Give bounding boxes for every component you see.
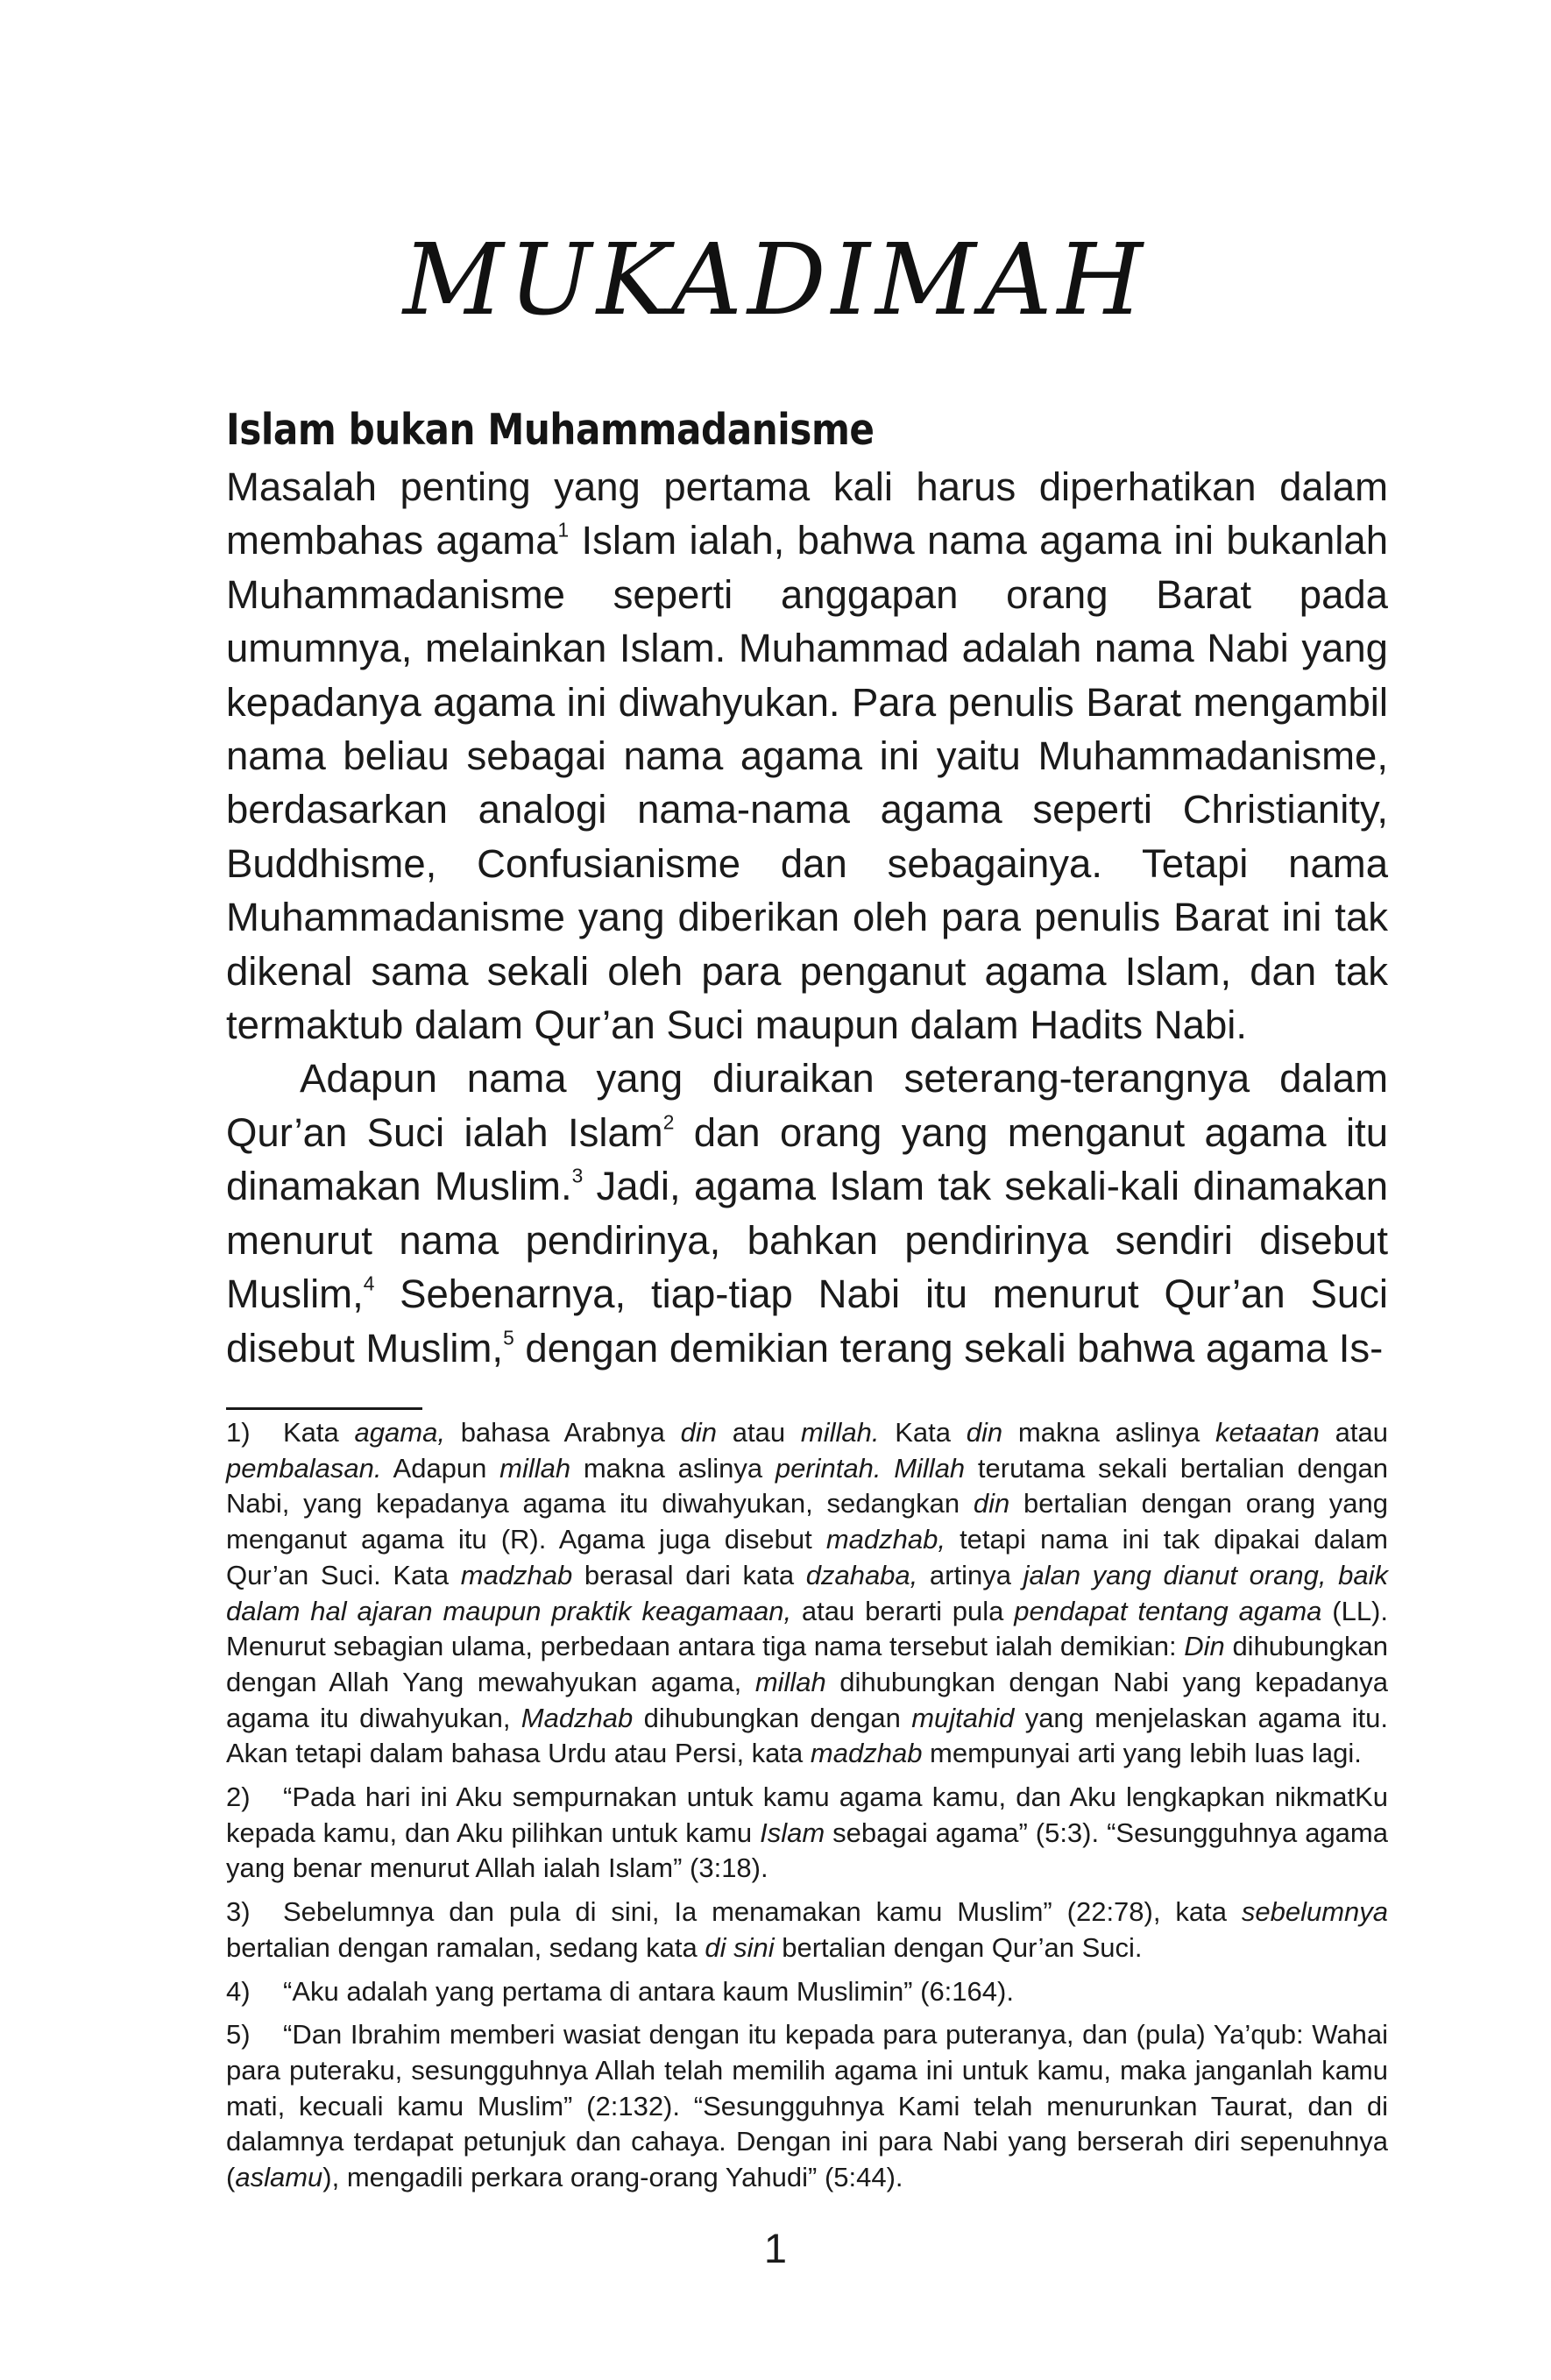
footnote-ref-2[interactable]: 2 — [662, 1110, 675, 1134]
footnote-number: 3) — [226, 1896, 251, 1928]
footnote-ref-1[interactable]: 1 — [557, 519, 570, 542]
paragraph-1: Masalah penting yang pertama kali harus diperhatikan dalam membahas agama$^1$ Islam ialah, bahwa nama agama ini bukanlah Muhammadanisme seperti anggapan orang Barat pada umumnya, melainkan Islam. Muhammad adalah nama Nabi yang kepadanya agama ini diwahyukan. Para penulis Barat mengambil nama beliau sebagai nama agama ini yaitu Muhammadanisme, berdasarkan analogi nama-nama agama seperti Christianity, Buddhisme, Confusianisme dan sebagainya. Tetapi nama Muhammadanisme yang diberikan oleh para penulis Barat ini tak dikenal sama sekali oleh para penganut agama Islam, dan tak termaktub dalam Qur’an Suci maupun dalam Hadits Nabi. — [226, 464, 1389, 1048]
footnote-divider — [226, 1407, 422, 1410]
footnote-2: 2) “Pada hari ini Aku sempurnakan untuk kamu agama kamu, dan Aku lengkapkan nikmatKu kepada kamu, dan Aku pilihkan untuk kamu Islam sebagai agama” (5:3). “Sesungguhnya agama yang benar menurut Allah ialah Islam” (3:18). — [226, 1781, 1388, 1884]
paragraph-2: Adapun nama yang diuraikan seterang-terangnya dalam Qur’an Suci ialah Islam$^2$ dan orang yang menganut agama itu dinamakan Muslim.$^3$ Jadi, agama Islam tak sekali-kali dinamakan menurut nama pendirinya, bahkan pendirinya sendiri disebut Muslim,$^4$ Sebenarnya, tiap-tiap Nabi itu menurut Qur’an Suci disebut Muslim,$^5$ dengan demikian terang sekali bahwa agama Is- — [226, 1056, 1389, 1371]
footnote-ref-5[interactable]: 5 — [503, 1326, 514, 1349]
footnote-number: 2) — [226, 1781, 251, 1813]
footnote-ref-3[interactable]: 3 — [571, 1164, 584, 1187]
footnotes — [226, 1415, 1388, 2204]
section-heading: Islam bukan Muhammadanisme — [226, 405, 875, 455]
footnote-1: 1) Kata agama, bahasa Arabnya din atau millah. Kata din makna aslinya ketaatan atau pembalasan. Adapun millah makna aslinya perintah. Millah terutama sekali bertalian dengan Nabi, yang kepadanya agama itu diwahyukan, sedangkan din bertalian dengan orang yang menganut agama itu (R). Agama juga disebut madzhab, tetapi nama ini tak dipakai dalam Qur’an Suci. Kata madzhab berasal dari kata dzahaba, artinya jalan yang dianut orang, baik dalam hal ajaran maupun praktik keagamaan, atau berarti pula pendapat tentang agama (LL). Menurut sebagian ulama, perbedaan antara tiga nama tersebut ialah demikian: Din dihubungkan dengan Allah Yang mewahyukan agama, millah dihubungkan dengan Nabi yang kepadanya agama itu diwahyukan, Madzhab dihubungkan dengan mujtahid yang menjelaskan agama itu. Akan tetapi dalam bahasa Urdu atau Persi, kata madzhab mempunyai arti yang lebih luas lagi. — [226, 1417, 1389, 1769]
footnote-ref-4[interactable]: 4 — [363, 1271, 375, 1295]
footnote-number: 5) — [226, 2019, 251, 2051]
footnote-number: 4) — [226, 1975, 251, 2007]
footnote-5: 5) “Dan Ibrahim memberi wasiat dengan itu kepada para puteranya, dan (pula) Ya’qub: Wahai para puteraku, sesungguhnya Allah telah memilih agama ini untuk kamu, maka janganlah kamu mati, kecuali kamu Muslim” (2:132). “Sesungguhnya Kami telah menurunkan Taurat, dan di dalamnya terdapat petunjuk dan cahaya. Dengan ini para Nabi yang berserah diri sepenuhnya (aslamu), mengadili perkara orang-orang Yahudi” (5:44). — [226, 2019, 1388, 2193]
page-number: 1 — [763, 2225, 788, 2271]
body-text — [226, 460, 1388, 1375]
page-title: MUKADIMAH — [402, 223, 1149, 338]
footnote-3: 3) Sebelumnya dan pula di sini, Ia menamakan kamu Muslim” (22:78), kata sebelumnya bertalian dengan ramalan, sedang kata di sini bertalian dengan Qur’an Suci. — [226, 1896, 1388, 1963]
footnote-4: 4) “Aku adalah yang pertama di antara kaum Muslimin” (6:164). — [226, 1974, 1388, 2010]
footnote-number: 1) — [226, 1417, 251, 1448]
